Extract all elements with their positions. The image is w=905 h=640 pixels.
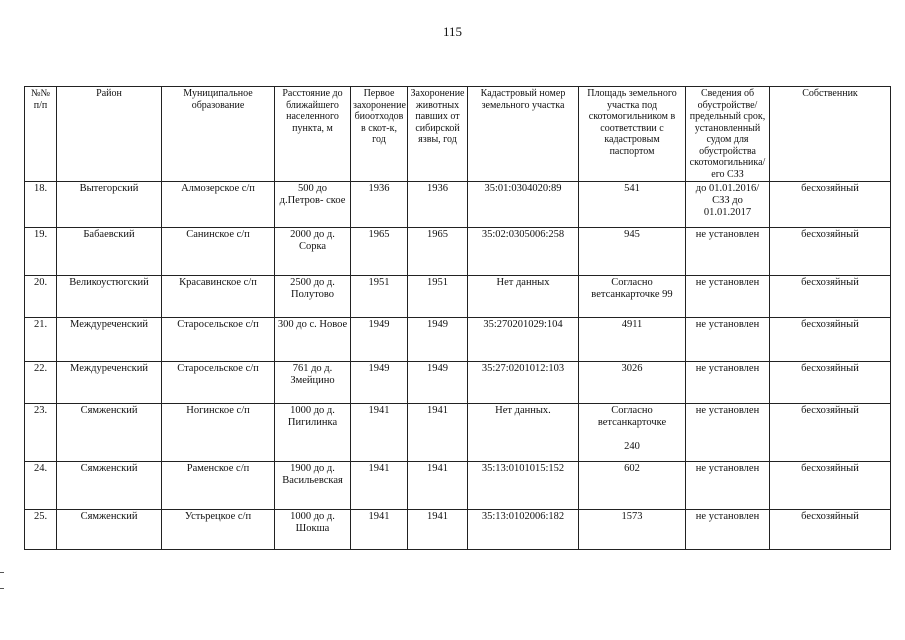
owner-cell: бесхозяйный	[770, 362, 891, 404]
anthrax-burial-year-cell: 1941	[408, 510, 468, 550]
header-cell: Сведения об обустройстве/ предельный срок, установленный судом для обустройства скотомогильника/ его СЗЗ	[686, 87, 770, 182]
arrangement-term-cell-line: не установлен	[695, 405, 760, 416]
owner-cell: бесхозяйный	[770, 404, 891, 462]
land-area-cell	[579, 318, 686, 362]
row-number-cell: 25.	[25, 510, 57, 550]
cadastral-number-cell: 35:27:0201012:103	[468, 362, 579, 404]
distance-cell-line: д.Петров- ское	[279, 195, 346, 207]
table-row	[25, 404, 891, 462]
land-area-cell-line: 4911	[621, 319, 643, 330]
table-row	[25, 462, 891, 510]
cattle-burial-registry-table	[24, 86, 891, 550]
land-area-cell-line: 240	[624, 441, 640, 453]
distance-cell	[275, 362, 351, 404]
scan-edge-mark	[0, 588, 4, 589]
table-row	[25, 228, 891, 276]
anthrax-burial-year-cell: 1949	[408, 318, 468, 362]
municipality-cell: Алмозерское с/п	[162, 182, 275, 228]
distance-cell-line: 300 до с. Новое	[277, 319, 348, 330]
land-area-cell-line: 602	[624, 463, 640, 474]
municipality-cell: Ногинское с/п	[162, 404, 275, 462]
anthrax-burial-year-cell: 1941	[408, 462, 468, 510]
anthrax-burial-year-cell: 1936	[408, 182, 468, 228]
arrangement-term-cell	[686, 228, 770, 276]
arrangement-term-cell-line: СЗЗ до	[712, 195, 743, 207]
arrangement-term-cell	[686, 182, 770, 228]
distance-cell	[275, 404, 351, 462]
owner-cell: бесхозяйный	[770, 182, 891, 228]
distance-cell	[275, 276, 351, 318]
distance-cell-line: Сорка	[298, 241, 327, 253]
arrangement-term-cell	[686, 362, 770, 404]
distance-cell-line: Полутово	[290, 289, 335, 301]
header-cell: Первое захоронение биоотходов в скот-к, год	[351, 87, 408, 182]
cadastral-number-cell: Нет данных.	[468, 404, 579, 462]
municipality-cell: Раменское с/п	[162, 462, 275, 510]
arrangement-term-cell-line: не установлен	[695, 277, 760, 288]
municipality-cell: Красавинское с/п	[162, 276, 275, 318]
owner-cell: бесхозяйный	[770, 510, 891, 550]
table-body	[25, 182, 891, 550]
cadastral-number-cell: 35:13:0102006:182	[468, 510, 579, 550]
arrangement-term-cell	[686, 276, 770, 318]
distance-cell	[275, 318, 351, 362]
distance-cell-line: 500 до	[298, 183, 327, 194]
owner-cell: бесхозяйный	[770, 318, 891, 362]
land-area-cell	[579, 228, 686, 276]
distance-cell	[275, 228, 351, 276]
table-row	[25, 510, 891, 550]
anthrax-burial-year-cell: 1949	[408, 362, 468, 404]
header-cell: Площадь земельного участка под скотомогильником в соответствии с кадастровым паспортом	[579, 87, 686, 182]
district-cell: Сямженский	[57, 510, 162, 550]
distance-cell-line: 1000 до д.	[290, 405, 335, 416]
row-number-cell: 23.	[25, 404, 57, 462]
header-cell: Муниципальное образование	[162, 87, 275, 182]
land-area-cell-line: 1573	[621, 511, 643, 522]
land-area-cell-line: Согласно	[611, 405, 653, 416]
land-area-cell	[579, 276, 686, 318]
land-area-cell-line: Согласно	[611, 277, 653, 288]
row-number-cell: 18.	[25, 182, 57, 228]
owner-cell: бесхозяйный	[770, 462, 891, 510]
district-cell: Междуреченский	[57, 362, 162, 404]
distance-cell-line: 2000 до д.	[290, 229, 335, 240]
arrangement-term-cell-line: не установлен	[695, 511, 760, 522]
district-cell: Бабаевский	[57, 228, 162, 276]
first-burial-year-cell: 1941	[351, 404, 408, 462]
distance-cell	[275, 510, 351, 550]
table-row	[25, 276, 891, 318]
distance-cell-line: Пигилинка	[287, 417, 338, 429]
municipality-cell: Старосельское с/п	[162, 362, 275, 404]
land-area-cell-line: ветсанкарточке 99	[591, 289, 673, 301]
row-number-cell: 22.	[25, 362, 57, 404]
district-cell: Сямженский	[57, 404, 162, 462]
arrangement-term-cell-line: не установлен	[695, 363, 760, 374]
owner-cell: бесхозяйный	[770, 228, 891, 276]
first-burial-year-cell: 1936	[351, 182, 408, 228]
cadastral-number-cell: Нет данных	[468, 276, 579, 318]
municipality-cell: Санинское с/п	[162, 228, 275, 276]
land-area-cell-line	[581, 429, 683, 441]
header-cell: Собственник	[770, 87, 891, 182]
distance-cell-line: 2500 до д.	[290, 277, 335, 288]
cadastral-number-cell: 35:270201029:104	[468, 318, 579, 362]
land-area-cell	[579, 182, 686, 228]
anthrax-burial-year-cell: 1965	[408, 228, 468, 276]
distance-cell-line: Васильевская	[282, 475, 343, 487]
district-cell: Междуреченский	[57, 318, 162, 362]
land-area-cell	[579, 362, 686, 404]
municipality-cell: Старосельское с/п	[162, 318, 275, 362]
district-cell: Великоустюгский	[57, 276, 162, 318]
row-number-cell: 24.	[25, 462, 57, 510]
scan-edge-mark	[0, 572, 4, 573]
arrangement-term-cell	[686, 462, 770, 510]
arrangement-term-cell-line: до 01.01.2016/	[695, 183, 760, 194]
row-number-cell: 21.	[25, 318, 57, 362]
header-cell: Расстояние до ближайшего населенного пункта, м	[275, 87, 351, 182]
anthrax-burial-year-cell: 1951	[408, 276, 468, 318]
arrangement-term-cell-line: 01.01.2017	[703, 207, 752, 219]
first-burial-year-cell: 1941	[351, 462, 408, 510]
arrangement-term-cell-line: не установлен	[695, 229, 760, 240]
distance-cell-line: 761 до д.	[292, 363, 333, 374]
first-burial-year-cell: 1965	[351, 228, 408, 276]
header-cell: №№ п/п	[25, 87, 57, 182]
land-area-cell	[579, 462, 686, 510]
land-area-cell-line: 3026	[621, 363, 643, 374]
arrangement-term-cell	[686, 404, 770, 462]
first-burial-year-cell: 1951	[351, 276, 408, 318]
table-header-row	[25, 87, 891, 182]
distance-cell-line: 1000 до д.	[290, 511, 335, 522]
district-cell: Сямженский	[57, 462, 162, 510]
header-cell: Район	[57, 87, 162, 182]
distance-cell-line: Шокша	[295, 523, 330, 535]
arrangement-term-cell-line: не установлен	[695, 319, 760, 330]
arrangement-term-cell	[686, 510, 770, 550]
table-row	[25, 362, 891, 404]
row-number-cell: 19.	[25, 228, 57, 276]
land-area-cell	[579, 510, 686, 550]
first-burial-year-cell: 1941	[351, 510, 408, 550]
table-row	[25, 318, 891, 362]
land-area-cell-line: 945	[624, 229, 640, 240]
first-burial-year-cell: 1949	[351, 362, 408, 404]
arrangement-term-cell	[686, 318, 770, 362]
distance-cell-line: Змейцино	[290, 375, 335, 387]
cadastral-number-cell: 35:13:0101015:152	[468, 462, 579, 510]
row-number-cell: 20.	[25, 276, 57, 318]
distance-cell	[275, 462, 351, 510]
header-cell: Кадастровый номер земельного участка	[468, 87, 579, 182]
municipality-cell: Устьрецкое с/п	[162, 510, 275, 550]
land-area-cell	[579, 404, 686, 462]
anthrax-burial-year-cell: 1941	[408, 404, 468, 462]
owner-cell: бесхозяйный	[770, 276, 891, 318]
land-area-cell-line: 541	[624, 183, 640, 194]
first-burial-year-cell: 1949	[351, 318, 408, 362]
table-row	[25, 182, 891, 228]
land-area-cell-line: ветсанкарточке	[597, 417, 667, 429]
distance-cell-line: 1900 до д.	[290, 463, 335, 474]
cadastral-number-cell: 35:01:0304020:89	[468, 182, 579, 228]
cadastral-number-cell: 35:02:0305006:258	[468, 228, 579, 276]
header-cell: Захоронение животных павших от сибирской язвы, год	[408, 87, 468, 182]
distance-cell	[275, 182, 351, 228]
district-cell: Вытегорский	[57, 182, 162, 228]
page-number: 115	[442, 24, 463, 39]
arrangement-term-cell-line: не установлен	[695, 463, 760, 474]
